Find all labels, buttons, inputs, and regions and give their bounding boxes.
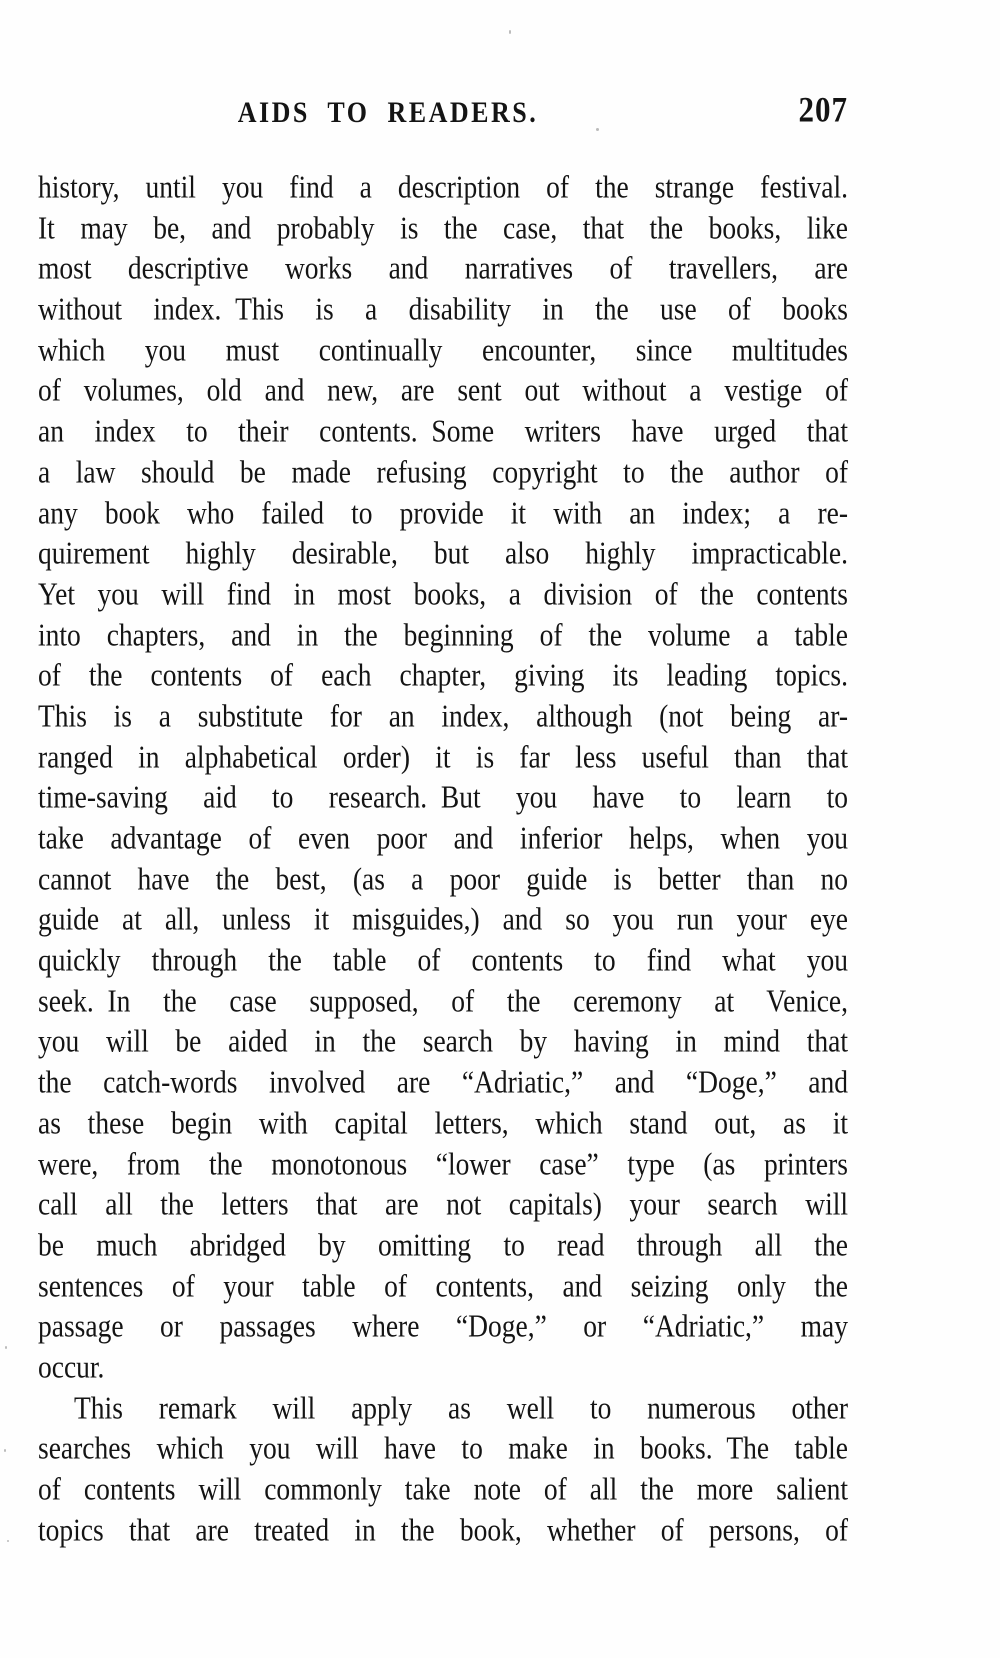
text-line: quirement highly desirable, but also highly impracticable. [38,534,848,571]
text-line: Yet you will find in most books, a division of the contents [38,575,848,612]
text-line: of the contents of each chapter, giving its leading topics. [38,656,848,693]
text-line: searches which you will have to make in books. The table [38,1429,848,1466]
text-line: into chapters, and in the beginning of the volume a table [38,615,848,653]
text-line: passage or passages where “Doge,” or “Adriatic,” may [38,1307,848,1344]
text-line: as these begin with capital letters, which stand out, as it [38,1104,848,1141]
text-line: were, from the monotonous “lower case” type (as printers [38,1144,848,1181]
text-line: call all the letters that are not capitals) your search will [38,1185,848,1222]
text-line: history, until you find a description of the strange festival. [38,168,848,205]
scan-speck [509,30,511,34]
text-line: most descriptive works and narratives of travellers, are [38,249,848,286]
text-line: ranged in alphabetical order) it is far less useful than that [38,737,848,775]
text-line: be much abridged by omitting to read through all the [38,1226,848,1263]
scan-speck [596,128,599,131]
body-text-block [38,167,848,1550]
text-line: cannot have the best, (as a poor guide is better than no [38,859,848,897]
text-line: time-saving aid to research. But you have to learn to [38,778,848,815]
text-line: you will be aided in the search by having in mind that [38,1022,848,1059]
scan-speck [5,1346,7,1349]
text-line: the catch-words involved are “Adriatic,” and “Doge,” and [38,1063,848,1100]
text-line: take advantage of even poor and inferior helps, when you [38,819,848,856]
text-line: without index. This is a disability in the use of books [38,290,848,327]
text-line: This is a substitute for an index, although (not being ar- [38,697,848,734]
scan-speck [7,1540,9,1542]
scan-speck [4,1449,6,1452]
running-header [38,89,848,142]
text-line: It may be, and probably is the case, that the books, like [38,208,848,246]
text-line: occur. [38,1348,105,1385]
text-line: an index to their contents. Some writers have urged that [38,412,848,449]
text-line: of volumes, old and new, are sent out without a vestige of [38,371,848,408]
text-line: quickly through the table of contents to find what you [38,941,848,978]
text-line: This remark will apply as well to numerous other [74,1388,848,1426]
text-line: a law should be made refusing copyright to the author of [38,453,848,490]
text-line: sentences of your table of contents, and seizing only the [38,1266,848,1304]
text-line: any book who failed to provide it with an index; a re- [38,493,848,530]
text-line: guide at all, unless it misguides,) and so you run your eye [38,900,848,937]
text-line: topics that are treated in the book, whether of persons, of [38,1510,848,1548]
page-number: 207 [798,89,848,130]
text-line: which you must continually encounter, since multitudes [38,330,848,368]
text-line: of contents will commonly take note of all the more salient [38,1470,848,1507]
text-line: seek. In the case supposed, of the ceremony at Venice, [38,981,848,1019]
running-header-title: AIDS TO READERS. [237,95,539,130]
